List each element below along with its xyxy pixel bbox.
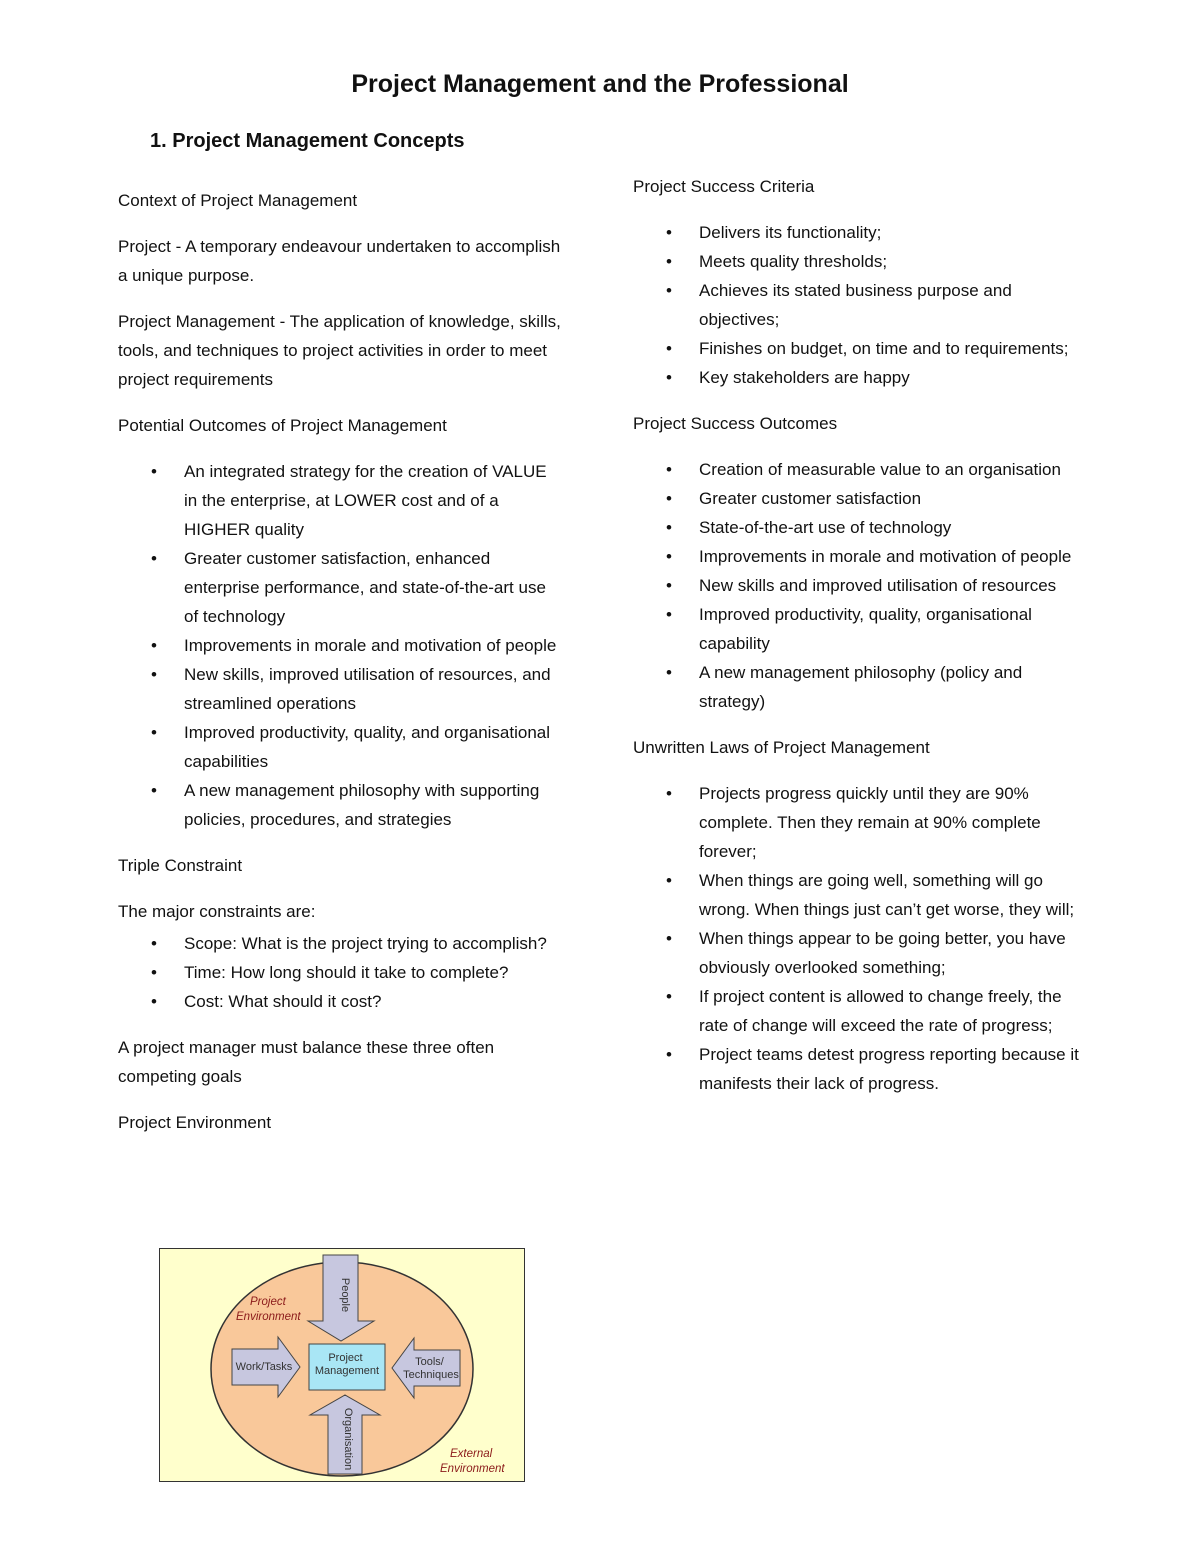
success-outcomes-list: [633, 455, 1088, 716]
list-item: • Improved productivity, quality, organisational capability: [633, 600, 1088, 658]
list-item: • Cost: What should it cost?: [118, 987, 563, 1016]
list-item: • New skills and improved utilisation of resources: [633, 571, 1088, 600]
list-item: • Meets quality thresholds;: [633, 247, 1088, 276]
list-item: • State-of-the-art use of technology: [633, 513, 1088, 542]
list-item: • Time: How long should it take to complete?: [118, 958, 563, 987]
list-item: • Greater customer satisfaction, enhanced enterprise performance, and state-of-the-art use of technology: [118, 544, 563, 631]
list-item: • Delivers its functionality;: [633, 218, 1088, 247]
outcomes-heading: Potential Outcomes of Project Management: [118, 416, 447, 435]
list-item: • Improvements in morale and motivation of people: [633, 542, 1088, 571]
list-item: • Improved productivity, quality, and organisational capabilities: [118, 718, 563, 776]
criteria-heading: Project Success Criteria: [633, 177, 815, 196]
environment-heading: Project Environment: [118, 1113, 272, 1132]
list-item: • New skills, improved utilisation of resources, and streamlined operations: [118, 660, 563, 718]
constraints-intro: The major constraints are:: [118, 902, 316, 921]
list-item: • If project content is allowed to change freely, the rate of change will exceed the rate of progress;: [633, 982, 1088, 1040]
success-outcomes-heading: Project Success Outcomes: [633, 414, 838, 433]
list-item: • When things appear to be going better, you have obviously overlooked something;: [633, 924, 1088, 982]
list-item: • Project teams detest progress reporting because it manifests their lack of progress.: [633, 1040, 1088, 1098]
tools-label-line-1: Tools/: [415, 1356, 444, 1368]
center-label-line-1: Project: [328, 1352, 363, 1364]
list-item: • An integrated strategy for the creation of VALUE in the enterprise, at LOWER cost and of a HIGHER quality: [118, 457, 563, 544]
project-environment-diagram: [159, 1248, 525, 1482]
unwritten-laws-heading: Unwritten Laws of Project Management: [633, 738, 930, 757]
constraints-list: [118, 929, 563, 1016]
organisation-label: Organisation: [342, 1407, 354, 1471]
pm-definition: Project Management - The application of knowledge, skills, tools, and techniques to project activities in order to meet project requirements: [118, 312, 561, 389]
list-item: • Projects progress quickly until they are 90% complete. Then they remain at 90% complete forever;: [633, 779, 1088, 866]
criteria-list: [633, 218, 1088, 392]
list-item: • Greater customer satisfaction: [633, 484, 1088, 513]
balance-text: A project manager must balance these three often competing goals: [118, 1038, 495, 1086]
list-item: • Key stakeholders are happy: [633, 363, 1088, 392]
work-label: Work/Tasks: [235, 1361, 293, 1373]
list-item: • Creation of measurable value to an organisation: [633, 455, 1088, 484]
people-label: People: [339, 1277, 351, 1313]
list-item: • Finishes on budget, on time and to requirements;: [633, 334, 1088, 363]
list-item: • A new management philosophy with supporting policies, procedures, and strategies: [118, 776, 563, 834]
page-title: Project Management and the Professional: [351, 70, 849, 98]
project-definition: Project - A temporary endeavour undertaken to accomplish a unique purpose.: [118, 237, 561, 285]
context-heading: Context of Project Management: [118, 191, 358, 210]
list-item: • A new management philosophy (policy and strategy): [633, 658, 1088, 716]
triple-constraint-heading: Triple Constraint: [118, 856, 243, 875]
list-item: • Scope: What is the project trying to accomplish?: [118, 929, 563, 958]
external-environment-label: [440, 1448, 505, 1475]
diagram-svg: [160, 1249, 524, 1481]
tools-label-line-2: Techniques: [403, 1369, 459, 1381]
external-environment-line-2: Environment: [440, 1463, 505, 1475]
list-item: • Achieves its stated business purpose and objectives;: [633, 276, 1088, 334]
project-environment-line-1: Project: [250, 1296, 286, 1308]
outcomes-list: [118, 457, 563, 834]
external-environment-line-1: External: [450, 1448, 493, 1460]
left-column: [118, 186, 563, 1154]
list-item: • Improvements in morale and motivation of people: [118, 631, 563, 660]
center-label-line-2: Management: [314, 1365, 380, 1377]
list-item: • When things are going well, something will go wrong. When things just can’t get worse, they will;: [633, 866, 1088, 924]
right-column: [633, 172, 1088, 1115]
project-environment-line-2: Environment: [236, 1311, 301, 1323]
section-heading: 1. Project Management Concepts: [150, 130, 465, 152]
unwritten-laws-list: [633, 779, 1088, 1098]
